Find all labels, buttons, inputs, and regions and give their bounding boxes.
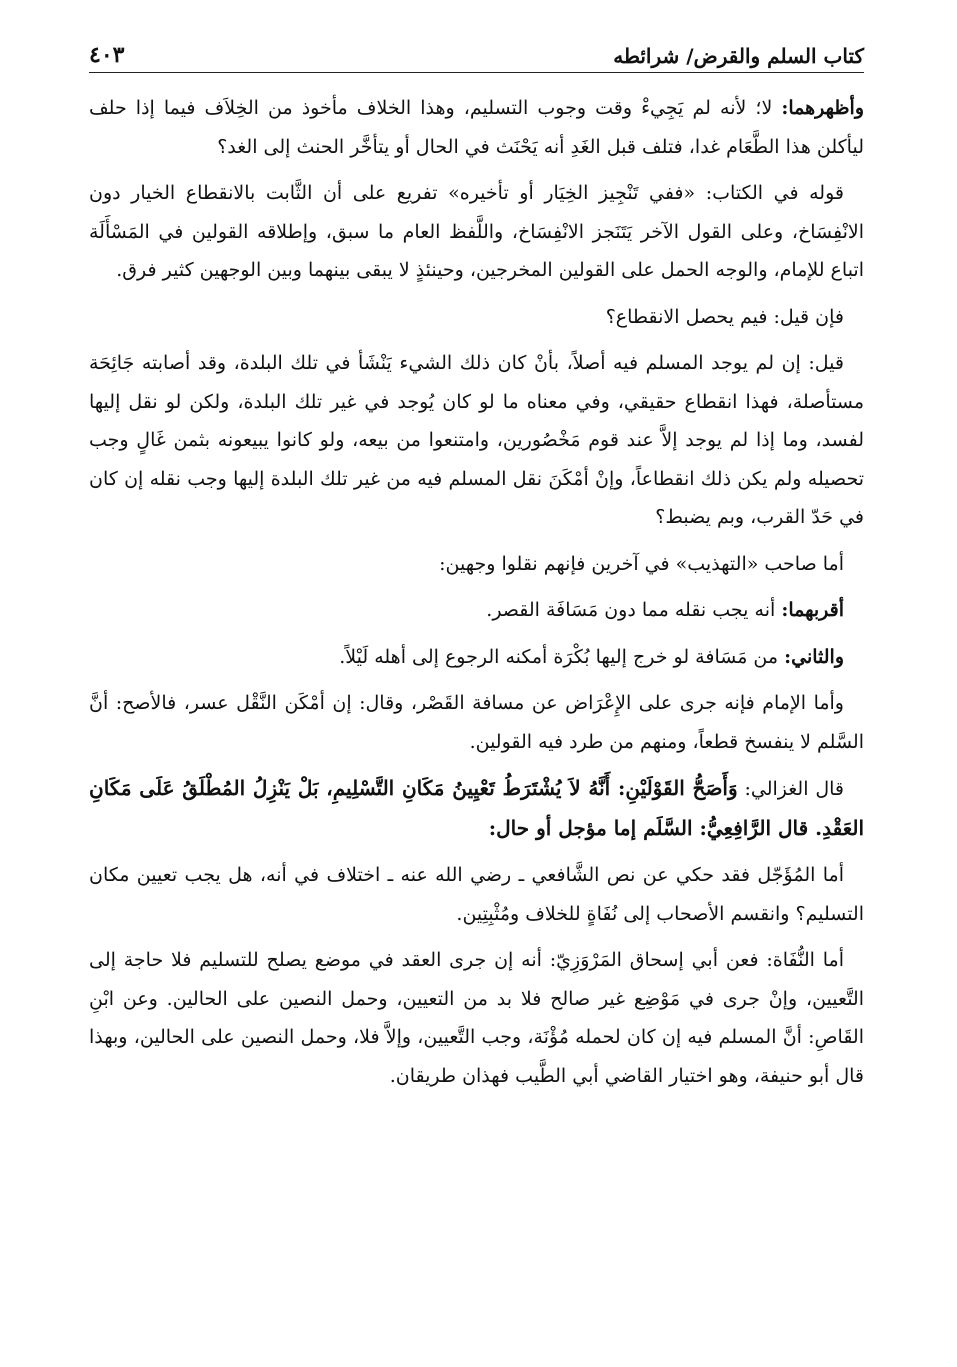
paragraph-3	[89, 298, 864, 337]
chapter-title: كتاب السلم والقرض/ شرائطه	[613, 44, 864, 68]
paragraph-9	[89, 769, 864, 848]
paragraph-text: أما المُؤَجّل فقد حكي عن نص الشَّافعي ـ رضي الله عنه ـ اختلاف في أنه، هل يجب تعيين مكان التسليم؟ وانقسم الأصحاب إلى نُفَاةٍ للخلاف ومُثْبِتِين.	[89, 864, 864, 925]
paragraph-text: أنه يجب نقله مما دون مَسَافَة القصر.	[486, 599, 782, 621]
paragraph-1	[89, 89, 864, 166]
paragraph-4	[89, 344, 864, 537]
paragraph-lead: أقربهما:	[781, 599, 844, 621]
paragraph-text: وأما الإمام فإنه جرى على الإِعْرَاض عن مسافة القَصْر، وقال: إن أمْكَن النَّقْل عسر، فالأصح: أنَّ السَّلم لا ينفسخ قطعاً، ومنهم من طرد فيه القولين.	[89, 692, 864, 753]
paragraph-text: أما صاحب «التهذيب» في آخرين فإنهم نقلوا وجهين:	[439, 552, 844, 575]
running-header	[89, 30, 864, 73]
paragraph-lead: وأظهرهما:	[781, 97, 864, 119]
matn-quote: وَأَصَحُّ القَوْلَيْنِ: أَنَّهُ لاَ يُشْتَرَطُ تَعْيِينُ مَكَانِ التَّسْلِيمِ، بَلْ يَنْزِلُ المُطْلَقُ عَلَى مَكَانِ العَقْدِ. قال الرَّافِعِيُّ: السَّلَم إما مؤجل أو حال:	[89, 776, 864, 840]
paragraph-text: فإن قيل: فيم يحصل الانقطاع؟	[605, 305, 844, 328]
paragraph-text: لا؛ لأنه لم يَجِيءْ وقت وجوب التسليم، وهذا الخلاف مأخوذ من الخِلاَف فيما إذا حلف ليأكلن هذا الطَّعَام غدا، فتلف قبل الغَدِ أنه يَحْنَث في الحال أو يتأخَّر الحنث إلى الغد؟	[89, 97, 864, 158]
paragraph-6	[89, 591, 864, 630]
paragraph-5	[89, 545, 864, 584]
page-body	[89, 89, 864, 1095]
book-page	[89, 30, 864, 1103]
paragraph-lead: والثاني:	[784, 645, 844, 668]
paragraph-text: قيل: إن لم يوجد المسلم فيه أصلاً، بأنْ كان ذلك الشيء يَنْشَأ في تلك البلدة، وقد أصابته جَائِحَة مستأصلة، فهذا انقطاع حقيقي، وفي معناه ما لو كان يُوجد في غير تلك البلدة، ولكن لو نقل إليها لفسد، وما إذا لم يوجد إلاَّ عند قوم مَخْصُورين، وامتنعوا من بيعه، ولو كانوا يبيعونه بثمن غَالٍ وجب تحصيله ولم يكن ذلك انقطاعاً، وإنْ أمْكَنَ نقل المسلم فيه من غير تلك البلدة إليها وجب نقله إن كان في حَدّ القرب، وبم يضبط؟	[89, 352, 864, 528]
paragraph-7	[89, 638, 864, 677]
paragraph-10	[89, 856, 864, 933]
paragraph-text: قال الغزالي:	[737, 778, 844, 800]
paragraph-2	[89, 174, 864, 290]
page-number: ٤٠٣	[89, 42, 125, 68]
paragraph-8	[89, 684, 864, 761]
paragraph-text: من مَسَافة لو خرج إليها بُكْرَة أمكنه الرجوع إلى أهله لَيْلاً.	[339, 645, 785, 668]
paragraph-11	[89, 941, 864, 1095]
paragraph-text: أما النُّفَاة: فعن أبي إسحاق المَرْوَزِيّ: أنه إن جرى العقد في موضع يصلح للتسليم فلا حاجة إلى التَّعيين، وإنْ جرى في مَوْضِع غير صالح فلا بد من التعيين، وحمل النصين على الحالين. وعن ابْنِ القَاصِ: أنَّ المسلم فيه إن كان لحمله مُؤْنَة، وجب التَّعيين، وإلاَّ فلا، وحمل النصين على الحالين، وبهذا قال أبو حنيفة، وهو اختيار القاضي أبي الطَّيب فهذان طريقان.	[89, 949, 864, 1087]
paragraph-text: قوله في الكتاب: «ففي تَنْجِيز الخِيَار أو تأخيره» تفريع على أن الثَّابت بالانقطاع الخيار دون الانْفِسَاخ، وعلى القول الآخر يَتَنَجز الانْفِسَاخ، واللَّفظ العام ما سبق، وإطلاقه القولين في المَسْأَلَة اتباع للإمام، والوجه الحمل على القولين المخرجين، وحينئذٍ لا يبقى بينهما وبين الوجهين كثير فرق.	[89, 182, 864, 281]
